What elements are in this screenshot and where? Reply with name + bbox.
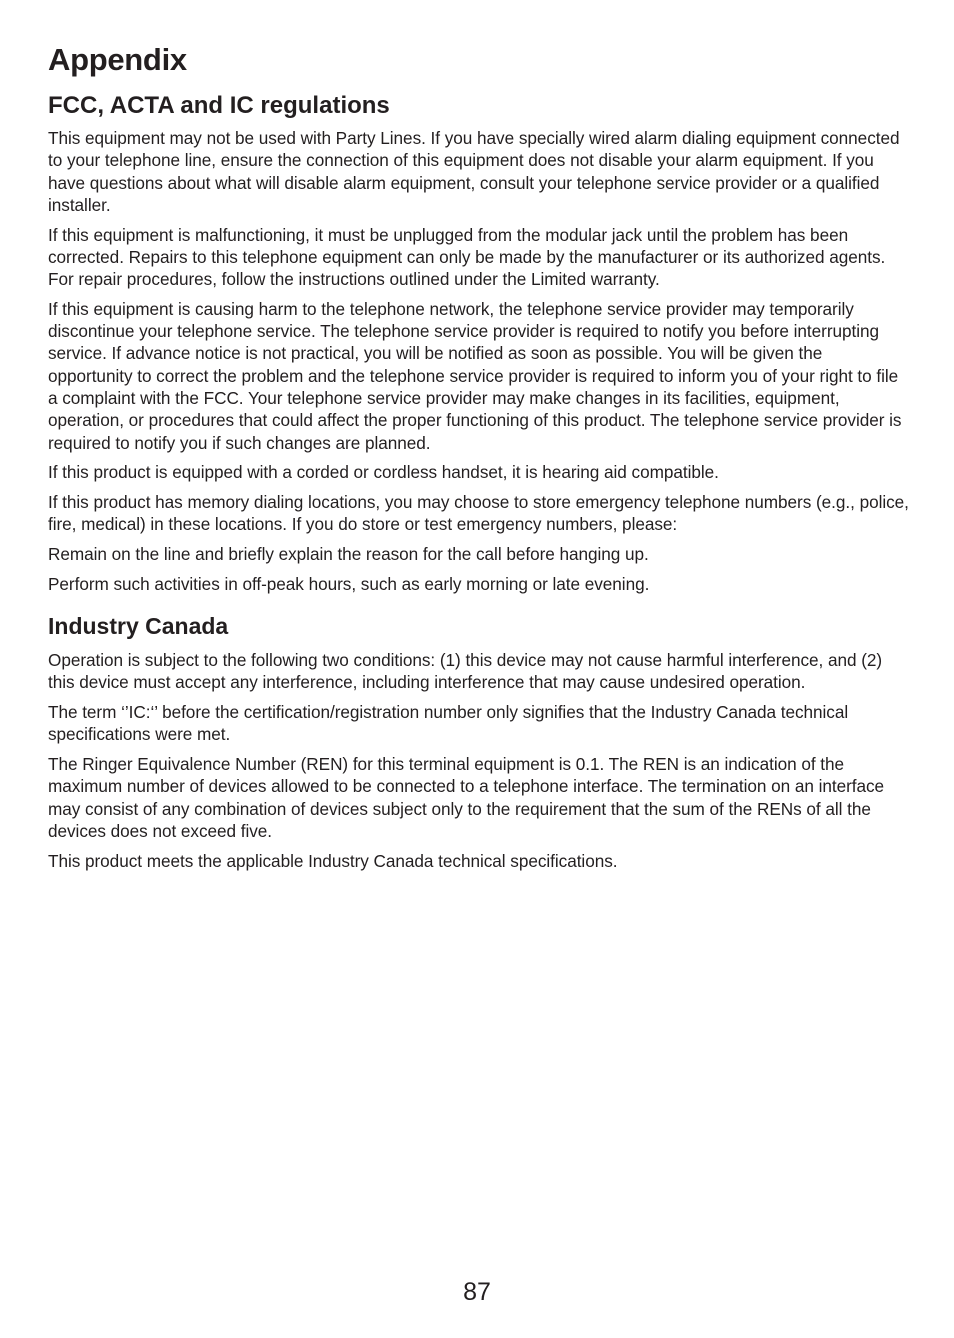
industry-canada-paragraph: The term ‘’IC:‘’ before the certification/registration number only signifies that the Industry Canada technical specifications were met. (48, 701, 849, 745)
fcc-paragraph: Perform such activities in off-peak hours, such as early morning or late evening. (48, 573, 650, 594)
industry-canada-heading: Industry Canada (48, 613, 229, 639)
fcc-paragraph: If this equipment is malfunctioning, it must be unplugged from the modular jack until the problem has been corrected. Repairs to this telephone equipment can only be made by the manufacturer or its authorized agents. For repair procedures, follow the instructions outlined under the Limited warranty. (48, 224, 886, 290)
fcc-section-heading: FCC, ACTA and IC regulations (48, 92, 390, 119)
page-number: 87 (463, 1278, 491, 1306)
industry-canada-paragraph: Operation is subject to the following two conditions: (1) this device may not cause harmful interference, and (2) this device must accept any interference, including interference that may cause undesired operation. (48, 650, 883, 693)
fcc-paragraph: Remain on the line and briefly explain the reason for the call before hanging up. (48, 544, 649, 564)
fcc-section-body (48, 127, 910, 602)
industry-canada-body (48, 649, 910, 879)
fcc-paragraph: This equipment may not be used with Party Lines. If you have specially wired alarm dialing equipment connected to your telephone line, ensure the connection of this equipment does not disable your alarm equipment. If you have questions about what will disable alarm equipment, consult your telephone service provider or a qualified installer. (48, 128, 900, 215)
page-title: Appendix (48, 42, 187, 77)
industry-canada-paragraph: This product meets the applicable Industry Canada technical specifications. (48, 850, 618, 871)
fcc-paragraph: If this product has memory dialing locations, you may choose to store emergency telephone numbers (e.g., police, fire, medical) in these locations. If you do store or test emergency numbers, please: (48, 492, 909, 535)
fcc-paragraph: If this product is equipped with a corded or cordless handset, it is hearing aid compatible. (48, 462, 719, 483)
fcc-paragraph: If this equipment is causing harm to the telephone network, the telephone service provider may temporarily discontinue your telephone service. The telephone service provider is required to notify you before interrupting service. If advance notice is not practical, you will be notified as soon as possible. You will be given the opportunity to correct the problem and the telephone service provider is required to inform you of your right to file a complaint with the FCC. Your telephone service provider may make changes in its facilities, equipment, operation, or procedures that could affect the proper functioning of this product. The telephone service provider is required to notify you if such changes are planned. (48, 298, 902, 453)
industry-canada-paragraph: The Ringer Equivalence Number (REN) for this terminal equipment is 0.1. The REN is an indication of the maximum number of devices allowed to be connected to a telephone interface. The termination on an interface may consist of any combination of devices subject only to the requirement that the sum of the RENs of all the devices does not exceed five. (48, 753, 885, 841)
